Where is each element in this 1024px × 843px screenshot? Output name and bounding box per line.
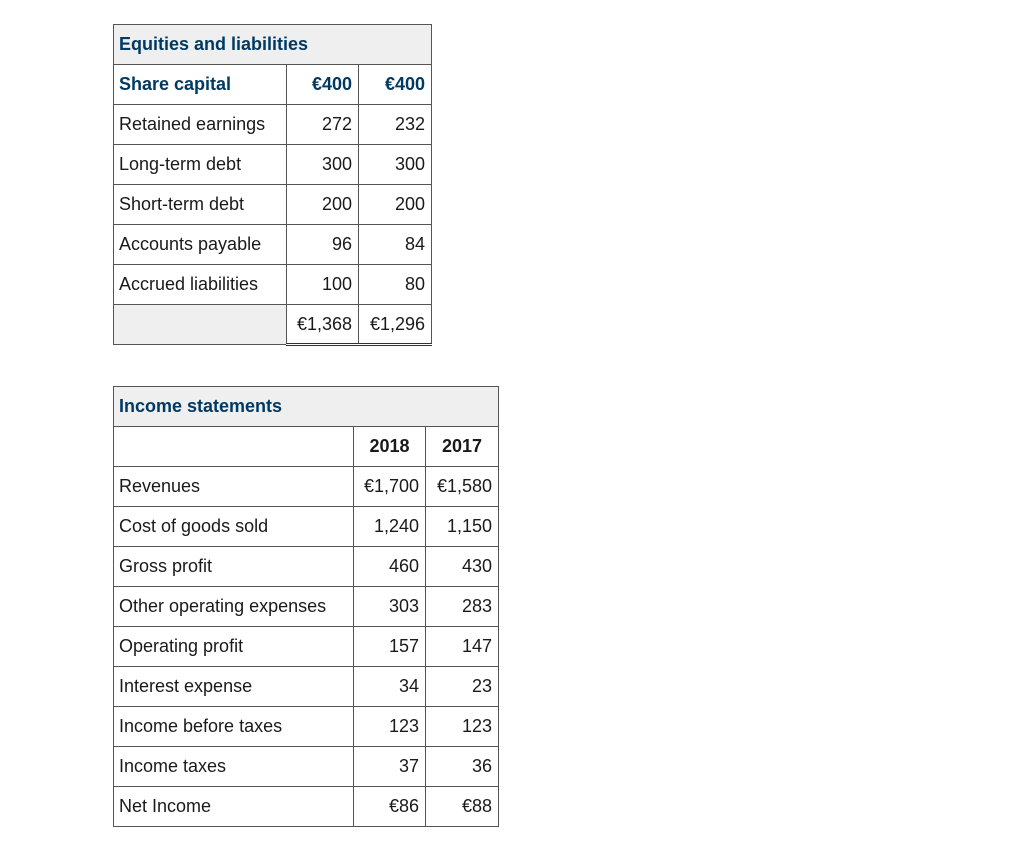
row-label: Net Income — [114, 787, 354, 827]
table-row — [114, 225, 432, 265]
row-label: Operating profit — [114, 627, 354, 667]
share-capital-label: Share capital — [114, 65, 287, 105]
row-value-2017: 147 — [426, 627, 499, 667]
row-value-2017: 84 — [359, 225, 432, 265]
row-value-2018: €86 — [354, 787, 426, 827]
row-value-2018: 300 — [287, 145, 359, 185]
row-value-2017: €88 — [426, 787, 499, 827]
table-row — [114, 707, 499, 747]
row-label: Gross profit — [114, 547, 354, 587]
equities-liabilities-table — [113, 24, 432, 346]
row-value-2017: 123 — [426, 707, 499, 747]
row-value-2018: €1,700 — [354, 467, 426, 507]
row-value-2018: 157 — [354, 627, 426, 667]
table-row — [114, 787, 499, 827]
row-value-2018: 303 — [354, 587, 426, 627]
total-2017: €1,296 — [359, 305, 432, 345]
share-capital-2017: €400 — [359, 65, 432, 105]
row-value-2017: 232 — [359, 105, 432, 145]
row-value-2018: 1,240 — [354, 507, 426, 547]
income-statements-table — [113, 386, 499, 827]
row-label: Cost of goods sold — [114, 507, 354, 547]
row-value-2017: 1,150 — [426, 507, 499, 547]
row-value-2018: 460 — [354, 547, 426, 587]
row-value-2018: 34 — [354, 667, 426, 707]
row-value-2017: 23 — [426, 667, 499, 707]
row-value-2017: €1,580 — [426, 467, 499, 507]
equities-title: Equities and liabilities — [114, 25, 432, 65]
table-row — [114, 265, 432, 305]
income-title: Income statements — [114, 387, 499, 427]
table-row — [114, 667, 499, 707]
row-label: Other operating expenses — [114, 587, 354, 627]
year-header-row — [114, 427, 499, 467]
table-row — [114, 627, 499, 667]
table-row — [114, 547, 499, 587]
year-2017-header: 2017 — [426, 427, 499, 467]
table-row — [114, 467, 499, 507]
row-label: Accounts payable — [114, 225, 287, 265]
row-label: Accrued liabilities — [114, 265, 287, 305]
row-value-2018: 100 — [287, 265, 359, 305]
row-value-2018: 123 — [354, 707, 426, 747]
total-row — [114, 305, 432, 345]
row-value-2017: 300 — [359, 145, 432, 185]
row-value-2018: 272 — [287, 105, 359, 145]
year-header-blank — [114, 427, 354, 467]
total-label-blank — [114, 305, 287, 345]
table-row — [114, 145, 432, 185]
row-label: Long-term debt — [114, 145, 287, 185]
table-title-row — [114, 25, 432, 65]
table-row — [114, 105, 432, 145]
row-value-2017: 80 — [359, 265, 432, 305]
row-value-2018: 200 — [287, 185, 359, 225]
total-2018: €1,368 — [287, 305, 359, 345]
row-value-2017: 283 — [426, 587, 499, 627]
row-value-2018: 96 — [287, 225, 359, 265]
row-label: Interest expense — [114, 667, 354, 707]
table-row — [114, 587, 499, 627]
row-label: Income before taxes — [114, 707, 354, 747]
year-2018-header: 2018 — [354, 427, 426, 467]
row-value-2017: 430 — [426, 547, 499, 587]
row-value-2017: 36 — [426, 747, 499, 787]
row-value-2017: 200 — [359, 185, 432, 225]
table-row — [114, 185, 432, 225]
row-label: Short-term debt — [114, 185, 287, 225]
row-label: Retained earnings — [114, 105, 287, 145]
row-label: Income taxes — [114, 747, 354, 787]
row-label: Revenues — [114, 467, 354, 507]
table-row — [114, 65, 432, 105]
row-value-2018: 37 — [354, 747, 426, 787]
table-row — [114, 747, 499, 787]
table-row — [114, 507, 499, 547]
share-capital-2018: €400 — [287, 65, 359, 105]
table-title-row — [114, 387, 499, 427]
